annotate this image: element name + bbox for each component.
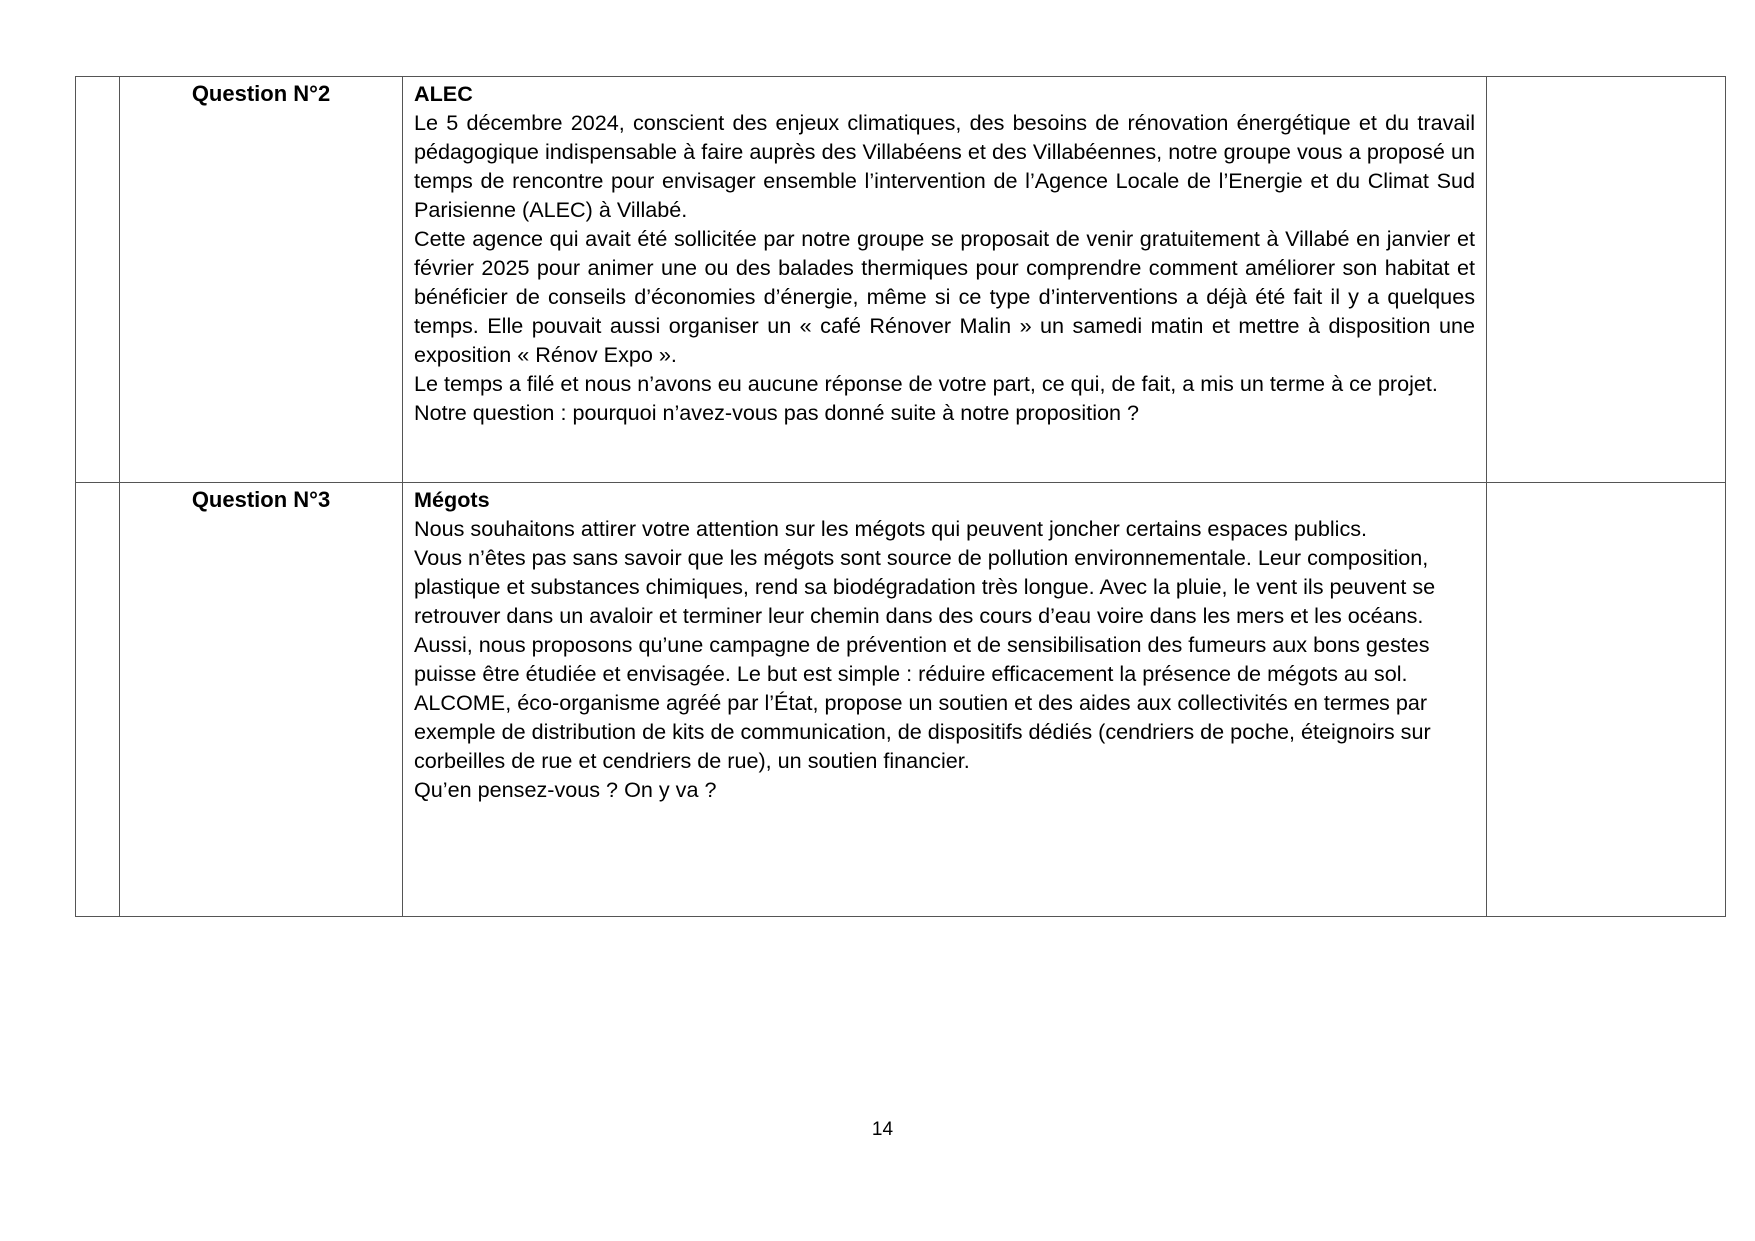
- question-label: Question N°2: [191, 81, 331, 106]
- answer-cell: [1487, 483, 1726, 917]
- paragraph: Aussi, nous proposons qu’une campagne de prévention et de sensibilisation des fumeurs aux bons gestes puisse être étudiée et envisagée. Le but est simple : réduire efficacement la présence de mégots au sol.: [414, 632, 1430, 686]
- paragraph: Vous n’êtes pas sans savoir que les mégots sont source de pollution environnementale. Leur composition, plastique et substances chimiques, rend sa biodégradation très longue. Avec la pluie, le vent ils peuvent se retrouver dans un avaloir et terminer leur chemin dans des cours d’eau voire dans les mers et les océans.: [414, 545, 1436, 628]
- question-content-cell: [403, 483, 1487, 917]
- blank-cell: [76, 77, 120, 483]
- page-number: 14: [871, 1119, 894, 1140]
- paragraph: Cette agence qui avait été sollicitée par notre groupe se proposait de venir gratuitement à Villabé en janvier et février 2025 pour animer une ou des balades thermiques pour comprendre comment améliorer son habitat et bénéficier de conseils d’économies d’énergie, même si ce type d’interventions a déjà été fait il y a quelques temps. Elle pouvait aussi organiser un « café Rénover Malin » un samedi matin et mettre à disposition une exposition « Rénov Expo ».: [414, 226, 1475, 367]
- question-title: ALEC: [414, 81, 473, 106]
- paragraph: Le 5 décembre 2024, conscient des enjeux climatiques, des besoins de rénovation énergétique et du travail pédagogique indispensable à faire auprès des Villabéens et des Villabéennes, notre groupe vous a proposé un temps de rencontre pour envisager ensemble l’intervention de l’Agence Locale de l’Energie et du Climat Sud Parisienne (ALEC) à Villabé.: [414, 110, 1475, 222]
- table-row-question-3: [76, 483, 1726, 917]
- question-content-cell: [403, 77, 1487, 483]
- question-label-cell: [120, 483, 403, 917]
- blank-cell: [76, 483, 120, 917]
- paragraph: Nous souhaitons attirer votre attention sur les mégots qui peuvent joncher certains espaces publics.: [414, 516, 1368, 541]
- question-title: Mégots: [414, 487, 490, 512]
- table-row-question-2: [76, 77, 1726, 483]
- paragraph: Le temps a filé et nous n’avons eu aucune réponse de votre part, ce qui, de fait, a mis un terme à ce projet.: [414, 371, 1438, 396]
- question-label-cell: [120, 77, 403, 483]
- answer-cell: [1487, 77, 1726, 483]
- paragraph: Notre question : pourquoi n’avez-vous pas donné suite à notre proposition ?: [414, 400, 1140, 425]
- paragraph: ALCOME, éco-organisme agréé par l’État, propose un soutien et des aides aux collectivités en termes par exemple de distribution de kits de communication, de dispositifs dédiés (cendriers de poche, éteignoirs sur corbeilles de rue et cendriers de rue), un soutien financier.: [414, 690, 1431, 773]
- question-label: Question N°3: [191, 487, 331, 512]
- questions-table: [75, 76, 1726, 917]
- paragraph: Qu’en pensez-vous ? On y va ?: [414, 777, 717, 802]
